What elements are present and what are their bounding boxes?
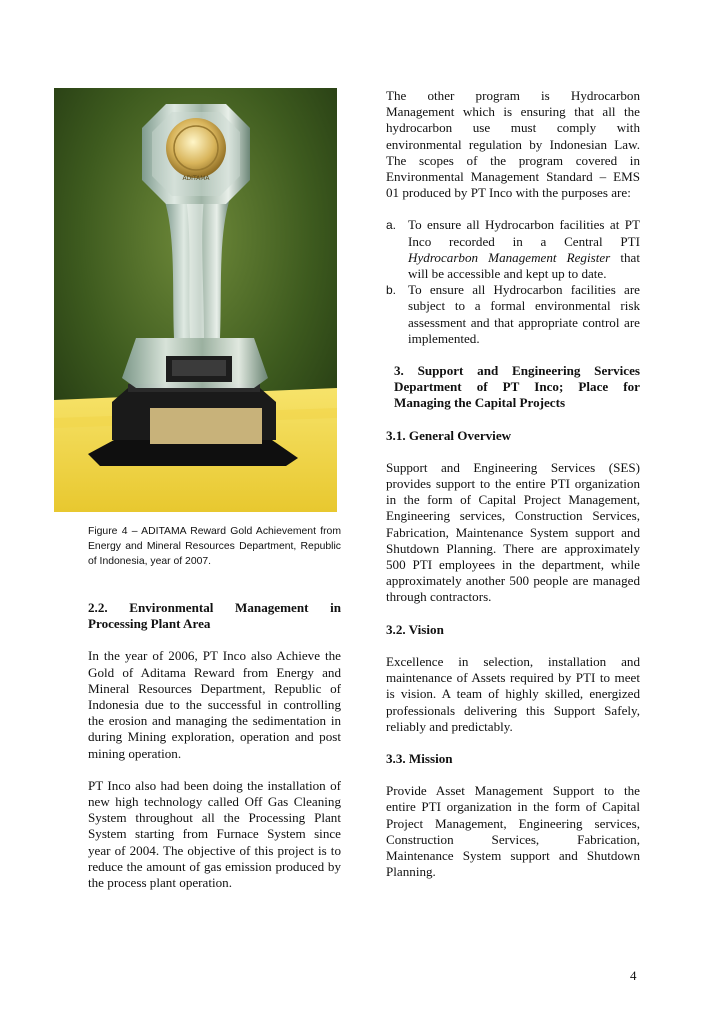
- heading-3-2: 3.2. Vision: [386, 621, 444, 637]
- heading-3-1: 3.1. General Overview: [386, 427, 512, 443]
- list-item-text-end: that will be accessible and kept up to date.: [408, 249, 640, 282]
- heading-3-3: 3.3. Mission: [386, 750, 453, 766]
- purpose-list: [386, 217, 640, 347]
- paragraph-2-2-b: PT Inco also had been doing the installation of new high technology called Off Gas Cleaning System throughout all the Processing Plant System starting from Furnace System since year of 2004. The objective of this project is to reduce the amount of gas emission produced by the process plant operation.: [88, 777, 341, 891]
- list-item: [386, 217, 640, 282]
- paragraph-3-2: Excellence in selection, installation and maintenance of Assets required by PTI to meet is vision. A team of highly skilled, energized professionals delivering this Support Safely, reliably and predictably.: [386, 653, 640, 734]
- paragraph-3-1: Support and Engineering Services (SES) provides support to the entire PTI organization in the form of Capital Project Management, Engineering services, Construction Services, Fabrication, Maintenance System support and Shutdown Planning. There are approximately 500 PTI employees in the department, while approximately another 500 people are managed through contractors.: [386, 459, 640, 605]
- right-column: [386, 88, 640, 880]
- heading-3: 3. Support and Engineering Services Department of PT Inco; Place for Managing the Capital Projects: [394, 363, 640, 411]
- paragraph-2-2-a: In the year of 2006, PT Inco also Achieve the Gold of Aditama Reward from Energy and Mineral Resources Department, Republic of Indonesia due to the successful in controlling the erosion and managing the sedimentation in during Mining exploration, operation and post mining operation.: [88, 648, 341, 761]
- paragraph-3-3: Provide Asset Management Support to the entire PTI organization in the form of Capital Project Management, Engineering services, Construction Services, Fabrication, Maintenance System support and Shutdown Planning.: [386, 783, 640, 880]
- list-marker: a.: [386, 218, 397, 233]
- trophy-photo: [54, 88, 337, 512]
- left-column: [88, 600, 341, 891]
- list-item-text: To ensure all Hydrocarbon facilities are subject to a formal environmental risk assessment and that appropriate control are implemented.: [408, 282, 640, 346]
- list-item-text: To ensure all Hydrocarbon facilities at PT Inco recorded in a Central PTI: [408, 217, 640, 249]
- figure-caption: Figure 4 – ADITAMA Reward Gold Achievement from Energy and Mineral Resources Department, Republic of Indonesia, year of 2007.: [88, 526, 341, 567]
- heading-2-2: 2.2. Environmental Management in Processing Plant Area: [88, 600, 341, 632]
- list-marker: b.: [386, 283, 397, 298]
- paragraph-hydrocarbon-intro: The other program is Hydrocarbon Management which is ensuring that all the hydrocarbon use must comply with environmental regulation by Indonesian Law. The scopes of the program covered in Environmental Management Standard – EMS 01 produced by PT Inco with the purposes are:: [386, 88, 640, 201]
- trophy-illustration: [54, 88, 337, 512]
- list-item: [386, 282, 640, 347]
- plaque-text: ADITAMA: [182, 175, 210, 182]
- page-number: 4: [630, 968, 637, 983]
- list-item-italic: Hydrocarbon Management Register: [408, 249, 611, 265]
